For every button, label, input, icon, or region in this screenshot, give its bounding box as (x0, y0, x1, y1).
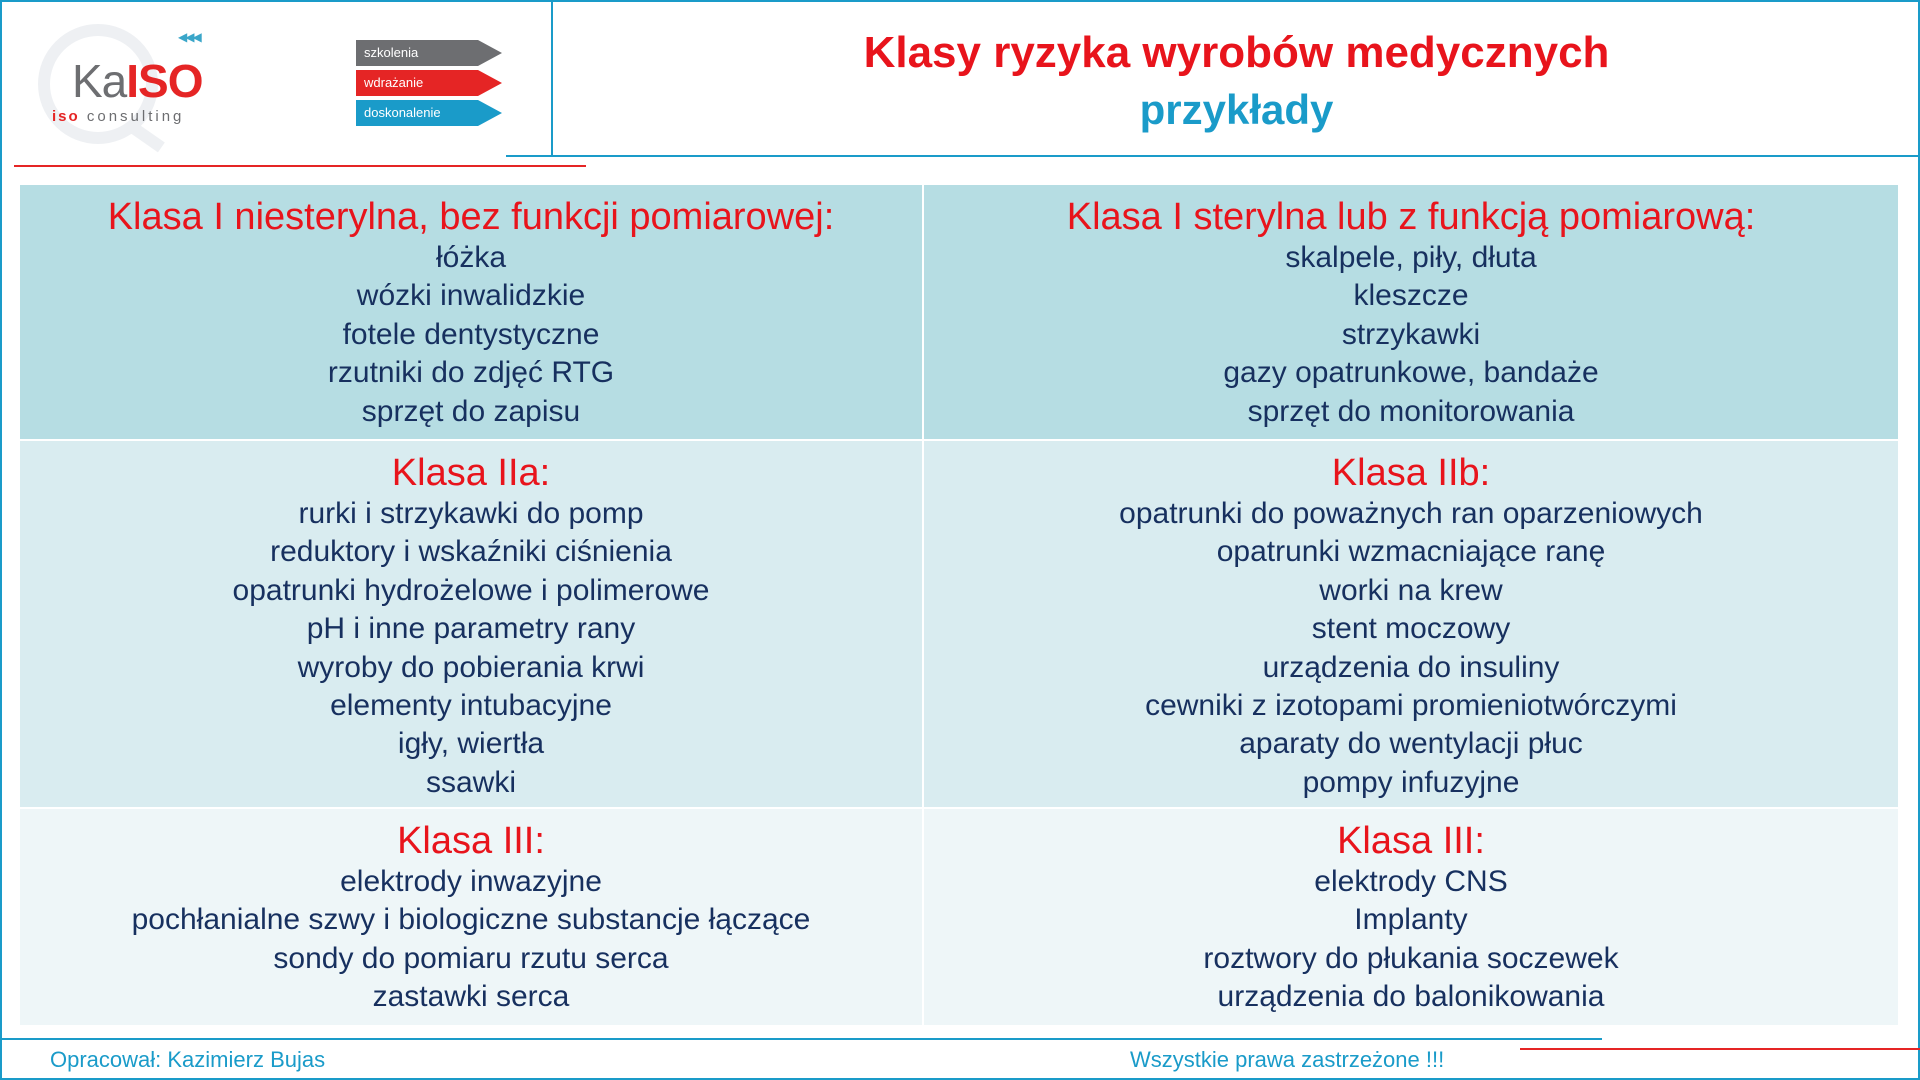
list-item: worki na krew (1319, 573, 1503, 607)
list-item: zastawki serca (372, 980, 570, 1014)
page-title: Klasy ryzyka wyrobów medycznych (863, 28, 1610, 77)
ribbon-arrow-icon (478, 100, 502, 126)
list-item: rzutniki do zdjęć RTG (327, 356, 615, 390)
item-list (924, 239, 1898, 431)
list-item: igły, wiertła (397, 727, 545, 761)
table-cell (924, 185, 1898, 439)
item-list (20, 495, 922, 802)
list-item: elementy intubacyjne (330, 689, 612, 723)
item-list (20, 239, 922, 431)
list-item: gazy opatrunkowe, bandaże (1223, 356, 1599, 390)
table-cell (20, 185, 922, 439)
list-item: sondy do pomiaru rzutu serca (273, 941, 669, 975)
list-item: pompy infuzyjne (1302, 765, 1520, 799)
list-item: opatrunki do poważnych ran oparzeniowych (1119, 497, 1703, 530)
list-item: skalpele, piły, dłuta (1285, 241, 1537, 274)
risk-class-table (20, 185, 1898, 1025)
list-item: opatrunki wzmacniające ranę (1216, 535, 1606, 569)
footer-divider-blue (2, 1038, 1602, 1040)
list-item: kleszcze (1353, 279, 1469, 313)
list-item: Implanty (1354, 903, 1468, 937)
logo-wordmark (72, 54, 203, 108)
list-item: wyroby do pobierania krwi (297, 650, 645, 684)
list-item: opatrunki hydrożelowe i polimerowe (232, 573, 710, 607)
list-item: stent moczowy (1311, 612, 1511, 646)
list-item: roztwory do płukania soczewek (1203, 941, 1619, 975)
ribbon-label: szkolenia (356, 40, 478, 66)
list-item: reduktory i wskaźniki ciśnienia (270, 535, 672, 569)
class-heading: Klasa III: (1337, 820, 1485, 862)
logo-brand-suffix: ISO (126, 55, 203, 107)
list-item: elektrody CNS (1314, 865, 1508, 898)
list-item: strzykawki (1341, 317, 1481, 351)
table-cell (924, 809, 1898, 1025)
list-item: aparaty do wentylacji płuc (1239, 727, 1583, 761)
list-item: ssawki (425, 765, 516, 799)
list-item: urządzenia do balonikowania (1217, 980, 1605, 1014)
class-heading: Klasa III: (397, 820, 545, 862)
table-cell (924, 441, 1898, 807)
logo-tagline-iso: iso (52, 108, 80, 125)
list-item: wózki inwalidzkie (356, 279, 586, 313)
footer-rights: Wszystkie prawa zastrzeżone !!! (1130, 1047, 1445, 1072)
list-item: urządzenia do insuliny (1262, 650, 1560, 684)
class-heading: Klasa IIa: (391, 452, 551, 494)
item-list (20, 863, 922, 1017)
item-list (924, 495, 1898, 802)
logo-arrows-icon: ◀◀◀ (178, 30, 200, 44)
ribbon-arrow-icon (478, 40, 502, 66)
list-item: łóżka (435, 241, 507, 274)
ribbon-arrow-icon (478, 70, 502, 96)
list-item: pH i inne parametry rany (306, 612, 636, 646)
class-heading: Klasa I sterylna lub z funkcją pomiarową: (1066, 196, 1756, 238)
list-item: sprzęt do monitorowania (1247, 394, 1575, 428)
footer-divider-red (1520, 1048, 1920, 1050)
header-divider-red (14, 165, 586, 167)
footer-author: Opracował: Kazimierz Bujas (50, 1047, 326, 1072)
table-cell (20, 809, 922, 1025)
ribbon-doskonalenie (356, 100, 504, 126)
list-item: fotele dentystyczne (342, 317, 600, 351)
page-subtitle: przykłady (1139, 86, 1334, 133)
ribbon-szkolenia (356, 40, 504, 66)
list-item: elektrody inwazyjne (340, 865, 602, 898)
kaiso-logo (30, 12, 230, 162)
list-item: rurki i strzykawki do pomp (298, 497, 644, 530)
header-divider-blue (506, 155, 1920, 157)
list-item: pochłanialne szwy i biologiczne substancje łączące (131, 903, 811, 937)
logo-tagline-rest: consulting (79, 108, 185, 125)
logo-tagline (52, 108, 184, 125)
ribbon-wdrazanie (356, 70, 504, 96)
ribbon-label: doskonalenie (356, 100, 478, 126)
logo-brand-prefix: Ka (72, 55, 127, 107)
table-cell (20, 441, 922, 807)
ribbon-label: wdrażanie (356, 70, 478, 96)
list-item: sprzęt do zapisu (361, 394, 581, 428)
class-heading: Klasa I niesterylna, bez funkcji pomiarowej: (107, 196, 835, 238)
item-list (924, 863, 1898, 1017)
class-heading: Klasa IIb: (1331, 452, 1491, 494)
list-item: cewniki z izotopami promieniotwórczymi (1145, 689, 1677, 723)
